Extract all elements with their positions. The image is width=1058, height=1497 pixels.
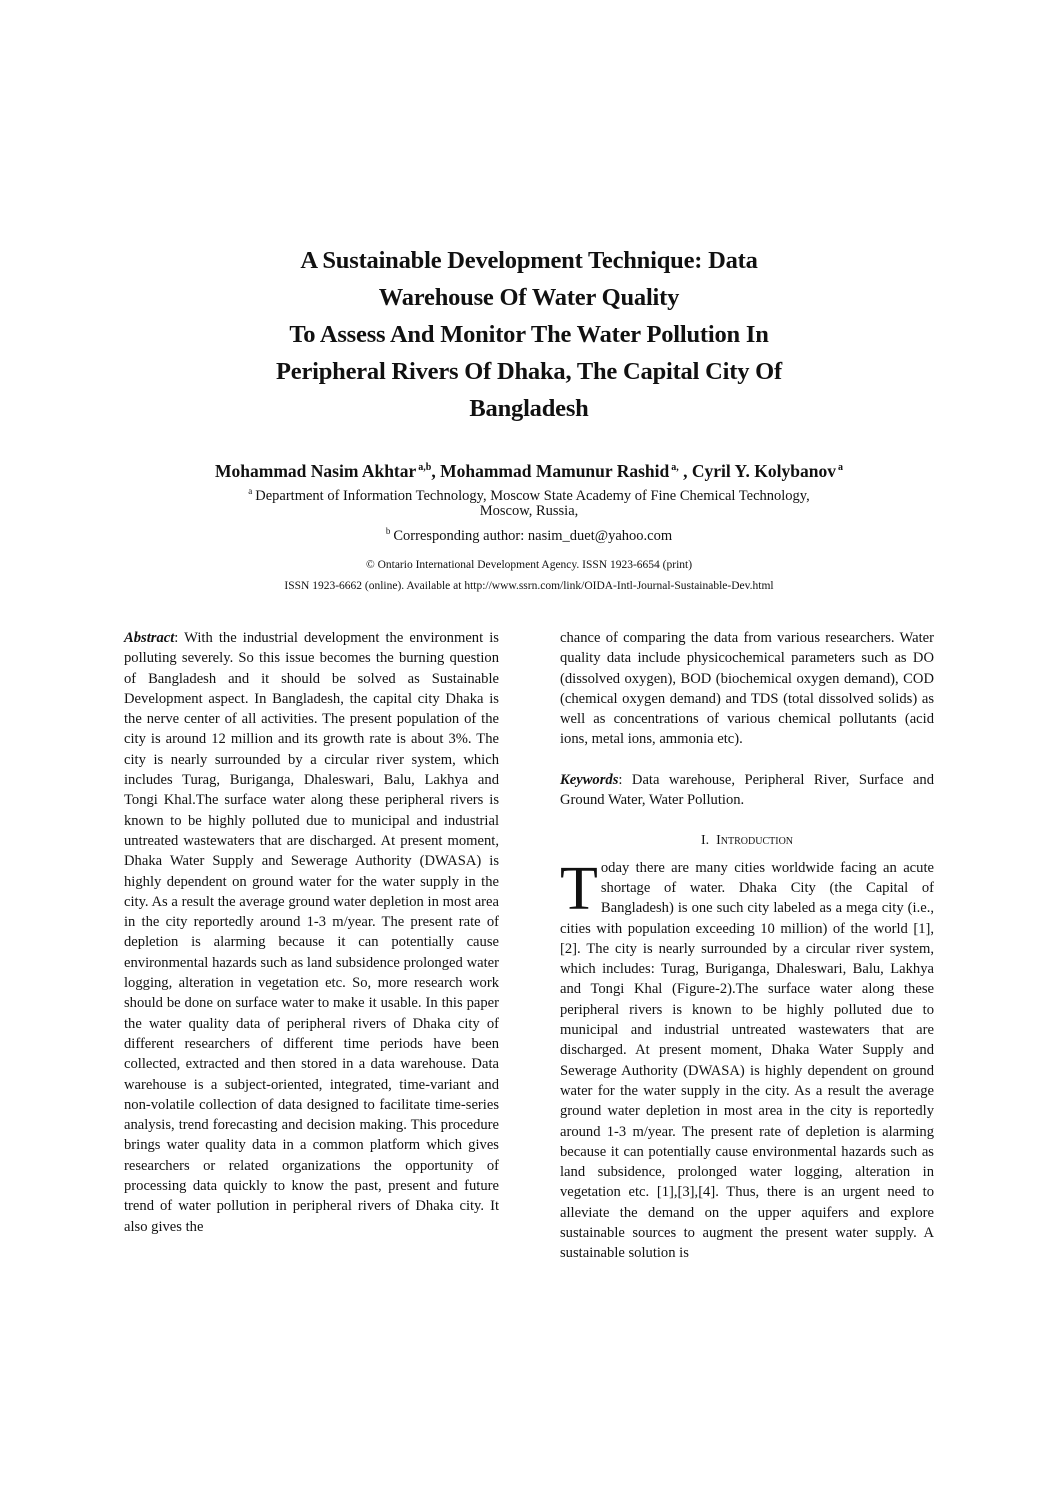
keywords-text: : Data warehouse, Peripheral River, Surface and Ground Water, Water Pollution. — [560, 771, 934, 809]
author-name: Cyril Y. Kolybanov — [691, 461, 836, 481]
abstract-text: : With the industrial development the environment is polluting severely. So this issue becomes the burning question of Bangladesh and it should be solved as Sustainable Development aspect. In Bangladesh, the capital city Dhaka is the nerve center of all activities. The present population of the city is around 12 million and its growth rate is about 3%. The city is nearly surrounded by a circular river system, which includes Turag, Buriganga, Dhaleswari, Balu, Lakhya and Tongi Khal.The surface water along these peripheral rivers is known to be highly polluted due to municipal and industrial untreated wastewaters that are discharged. At present moment, Dhaka Water Supply and Sewerage Authority (DWASA) is highly dependent on ground water for the water supply in the city. As a result the average ground water depletion in most area in the city reportedly around 1-3 m/year. The present rate of depletion is alarming because it can potentially cause environmental hazards such as land subsidence prolonged water logging, alteration in vegetation etc. So, more research work should be done on surface water to make it usable. In this paper the water quality data of peripheral rivers of Dhaka city of different researchers of different time periods have been collected, extracted and then stored in a data warehouse. Data warehouse is a subject-oriented, integrated, time-variant and non-volatile collection of data designed to facilitate time-series analysis, trend forecasting and decision making. This procedure brings water quality data in a common platform which gives researchers or related organizations the opportunity of processing data quickly to know the past, present and future trend of water pollution in peripheral rivers of Dhaka city. It also gives the — [124, 630, 499, 1235]
copyright-line: © Ontario International Development Agency. ISSN 1923-6654 (print) — [365, 559, 693, 571]
section-number: I. — [700, 833, 710, 849]
title-line: Peripheral Rivers Of Dhaka, The Capital City Of — [276, 358, 782, 385]
introduction-paragraph — [560, 854, 934, 1264]
abstract-continuation: chance of comparing the data from various researchers. Water quality data include physicochemical parameters such as DO (dissolved oxygen), BOD (biochemical oxygen demand), COD (chemical oxygen demand) and TDS (total dissolved solids) as well as concentrations of various chemical pollutants (acid ions, metal ions, ammonia etc). — [560, 630, 934, 748]
affiliation-text: Department of Information Technology, Moscow State Academy of Fine Chemical Technology, — [255, 488, 810, 504]
author-separator: , — [431, 461, 441, 481]
issn-line: ISSN 1923-6662 (online). Available at http://www.ssrn.com/link/OIDA-Intl-Journal-Sustainable-Dev.html — [284, 580, 774, 592]
title-line: A Sustainable Development Technique: Data — [300, 247, 758, 274]
affiliation-mark: b — [385, 526, 391, 536]
author-name: Mohammad Mamunur Rashid — [440, 461, 670, 481]
corresponding-author-text: Corresponding author: nasim_duet@yahoo.com — [393, 528, 673, 544]
keywords-label: Keywords — [560, 771, 619, 788]
corresponding-author-line — [100, 521, 958, 546]
affiliation-line — [100, 501, 958, 521]
abstract-paragraph — [124, 628, 499, 1237]
drop-cap: T — [560, 854, 598, 923]
author-affiliation-mark: a, — [671, 462, 679, 473]
author-list — [60, 456, 998, 483]
title-line: To Assess And Monitor The Water Pollution In — [289, 321, 769, 348]
section-heading — [560, 831, 934, 851]
author-separator: , — [678, 461, 692, 481]
right-column — [560, 628, 934, 1264]
title-line: Warehouse Of Water Quality — [378, 284, 680, 311]
author-affiliation-mark: a — [837, 462, 843, 473]
affiliation-text: Moscow, Russia, — [479, 503, 579, 519]
introduction-text: oday there are many cities worldwide facing an acute shortage of water. Dhaka City (the Capital of Bangladesh) is one such city labeled as a mega city (i.e., cities with population exceeding 10 million) of the world [1],[2]. The city is nearly surrounded by a circular river system, which includes: Turag, Buriganga, Dhaleswari, Balu, Lakhya and Tongi Khal (Figure-2).The surface water along these peripheral rivers is known to be highly polluted due to municipal and industrial untreated wastewaters that are discharged. At present moment, Dhaka Water Supply and Sewerage Authority (DWASA) is highly dependent on ground water for the water supply in the city. As a result the average ground water depletion in most area in the city is reportedly around 1-3 m/year. The present rate of depletion is alarming because it can potentially cause environmental hazards such as land subsidence, prolonged water logging, alteration in vegetation etc. [1],[3],[4]. Thus, there is an urgent need to alleviate the demand on the upper aquifers and explore sustainable sources to augment the present water supply. A sustainable solution is — [560, 859, 934, 1262]
author-affiliation-mark: a,b — [418, 462, 432, 473]
left-column — [124, 628, 499, 1237]
author-name: Mohammad Nasim Akhtar — [215, 461, 417, 481]
section-title: Introduction — [716, 833, 794, 849]
title-line: Bangladesh — [469, 395, 589, 422]
keywords-paragraph — [560, 770, 934, 811]
abstract-label: Abstract — [124, 630, 175, 646]
paper-title — [120, 242, 938, 427]
affiliation-mark: a — [248, 486, 253, 496]
